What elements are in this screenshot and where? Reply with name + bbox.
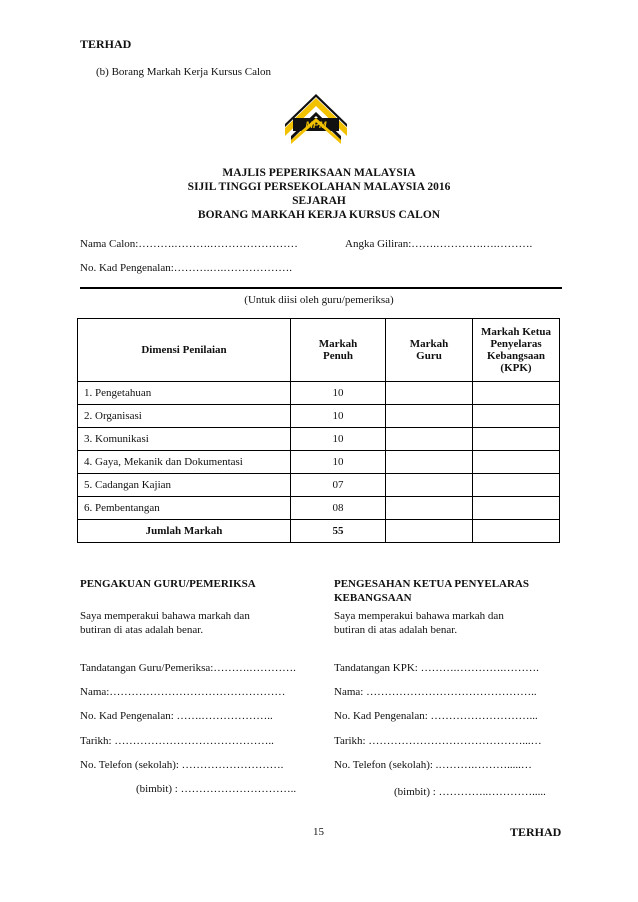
row-teacher-input[interactable] — [386, 405, 473, 428]
title-certificate: SIJIL TINGGI PERSEKOLAHAN MALAYSIA 2016 — [187, 181, 451, 193]
candidate-ic-field[interactable]: No. Kad Pengenalan:……….….………………. — [80, 262, 293, 274]
row-teacher-input[interactable] — [386, 382, 473, 405]
header-kpk-line3: Kebangsaan — [486, 350, 546, 362]
row-label: 4. Gaya, Mekanik dan Dokumentasi — [78, 451, 291, 474]
classification-header: TERHAD — [80, 37, 132, 51]
row-full-marks: 07 — [291, 474, 386, 497]
logo-text: MPM — [305, 120, 327, 130]
marks-table — [77, 318, 560, 543]
row-label: 1. Pengetahuan — [78, 382, 291, 405]
kpk-statement-line2: butiran di atas adalah benar. — [334, 624, 458, 636]
kpk-mobile-field[interactable]: (bimbit) : …………..…………..... — [394, 786, 546, 798]
row-full-marks: 10 — [291, 451, 386, 474]
table-row — [78, 451, 560, 474]
kpk-signature-field[interactable]: Tandatangan KPK: ……….………….………. — [334, 662, 539, 674]
title-subject: SEJARAH — [292, 195, 346, 207]
divider-rule — [80, 287, 562, 289]
header-dimension: Dimensi Penilaian — [78, 319, 291, 382]
header-kpk-marks — [473, 319, 560, 382]
row-teacher-input[interactable] — [386, 451, 473, 474]
kpk-statement-line1: Saya memperakui bahawa markah dan — [334, 610, 504, 622]
row-kpk-input[interactable] — [473, 497, 560, 520]
total-label: Jumlah Markah — [78, 520, 291, 543]
row-teacher-input[interactable] — [386, 497, 473, 520]
teacher-mobile-field[interactable]: (bimbit) : ………………………….. — [136, 783, 297, 795]
form-subtitle: (b) Borang Markah Kerja Kursus Calon — [96, 66, 272, 78]
table-row — [78, 474, 560, 497]
header-kpk-line4: (KPK) — [500, 362, 532, 374]
header-kpk-line1: Markah Ketua — [481, 326, 551, 338]
fill-note: (Untuk diisi oleh guru/pemeriksa) — [244, 294, 394, 306]
table-row — [78, 428, 560, 451]
teacher-ic-field[interactable]: No. Kad Pengenalan: …….……………….. — [80, 710, 273, 722]
title-form: BORANG MARKAH KERJA KURSUS CALON — [197, 209, 441, 221]
header-full-line2: Penuh — [323, 350, 353, 362]
row-kpk-input[interactable] — [473, 382, 560, 405]
header-full-marks — [291, 319, 386, 382]
row-label: 6. Pembentangan — [78, 497, 291, 520]
header-teacher-line2: Guru — [416, 350, 442, 362]
row-teacher-input[interactable] — [386, 428, 473, 451]
table-header-row — [78, 319, 560, 382]
header-kpk-line2: Penyelaras — [490, 338, 542, 350]
mpm-logo — [283, 94, 349, 144]
classification-footer: TERHAD — [510, 825, 562, 839]
total-row — [78, 520, 560, 543]
total-full-marks: 55 — [291, 520, 386, 543]
kpk-heading-line1: PENGESAHAN KETUA PENYELARAS — [334, 578, 529, 590]
teacher-date-field[interactable]: Tarikh: …………………………………….. — [80, 735, 274, 747]
title-council: MAJLIS PEPERIKSAAN MALAYSIA — [222, 167, 416, 179]
row-label: 2. Organisasi — [78, 405, 291, 428]
total-teacher-input[interactable] — [386, 520, 473, 543]
teacher-name-field[interactable]: Nama:………………………………………… — [80, 686, 286, 698]
kpk-heading-line2: KEBANGSAAN — [334, 592, 412, 604]
row-full-marks: 10 — [291, 405, 386, 428]
table-row — [78, 405, 560, 428]
teacher-school-phone-field[interactable]: No. Telefon (sekolah): ………………………. — [80, 759, 284, 771]
header-full-line1: Markah — [318, 338, 358, 350]
row-full-marks: 10 — [291, 382, 386, 405]
page-number: 15 — [313, 826, 324, 838]
table-row — [78, 382, 560, 405]
candidate-name-field[interactable]: Nama Calon:……….……….…………………… — [80, 238, 298, 250]
row-kpk-input[interactable] — [473, 405, 560, 428]
kpk-school-phone-field[interactable]: No. Telefon (sekolah): .……….……….....… — [334, 759, 532, 771]
header-teacher-marks — [386, 319, 473, 382]
row-kpk-input[interactable] — [473, 474, 560, 497]
teacher-statement-line2: butiran di atas adalah benar. — [80, 624, 204, 636]
row-label: 3. Komunikasi — [78, 428, 291, 451]
row-full-marks: 08 — [291, 497, 386, 520]
row-full-marks: 10 — [291, 428, 386, 451]
teacher-signature-field[interactable]: Tandatangan Guru/Pemeriksa:……….…………. — [80, 662, 296, 674]
row-kpk-input[interactable] — [473, 451, 560, 474]
row-label: 5. Cadangan Kajian — [78, 474, 291, 497]
table-row — [78, 497, 560, 520]
row-kpk-input[interactable] — [473, 428, 560, 451]
candidate-index-field[interactable]: Angka Giliran:…….………….….………. — [345, 238, 533, 250]
kpk-name-field[interactable]: Nama: ……………………………………….. — [334, 686, 537, 698]
header-teacher-line1: Markah — [409, 338, 449, 350]
teacher-declaration-heading: PENGAKUAN GURU/PEMERIKSA — [80, 578, 256, 590]
row-teacher-input[interactable] — [386, 474, 473, 497]
total-kpk-input[interactable] — [473, 520, 560, 543]
kpk-ic-field[interactable]: No. Kad Pengenalan: ………………………... — [334, 710, 538, 722]
kpk-date-field[interactable]: Tarikh: ……………………………………...… — [334, 735, 542, 747]
teacher-statement-line1: Saya memperakui bahawa markah dan — [80, 610, 250, 622]
kpk-statement — [334, 609, 504, 637]
kpk-endorsement-heading — [334, 577, 529, 605]
teacher-statement — [80, 609, 250, 637]
